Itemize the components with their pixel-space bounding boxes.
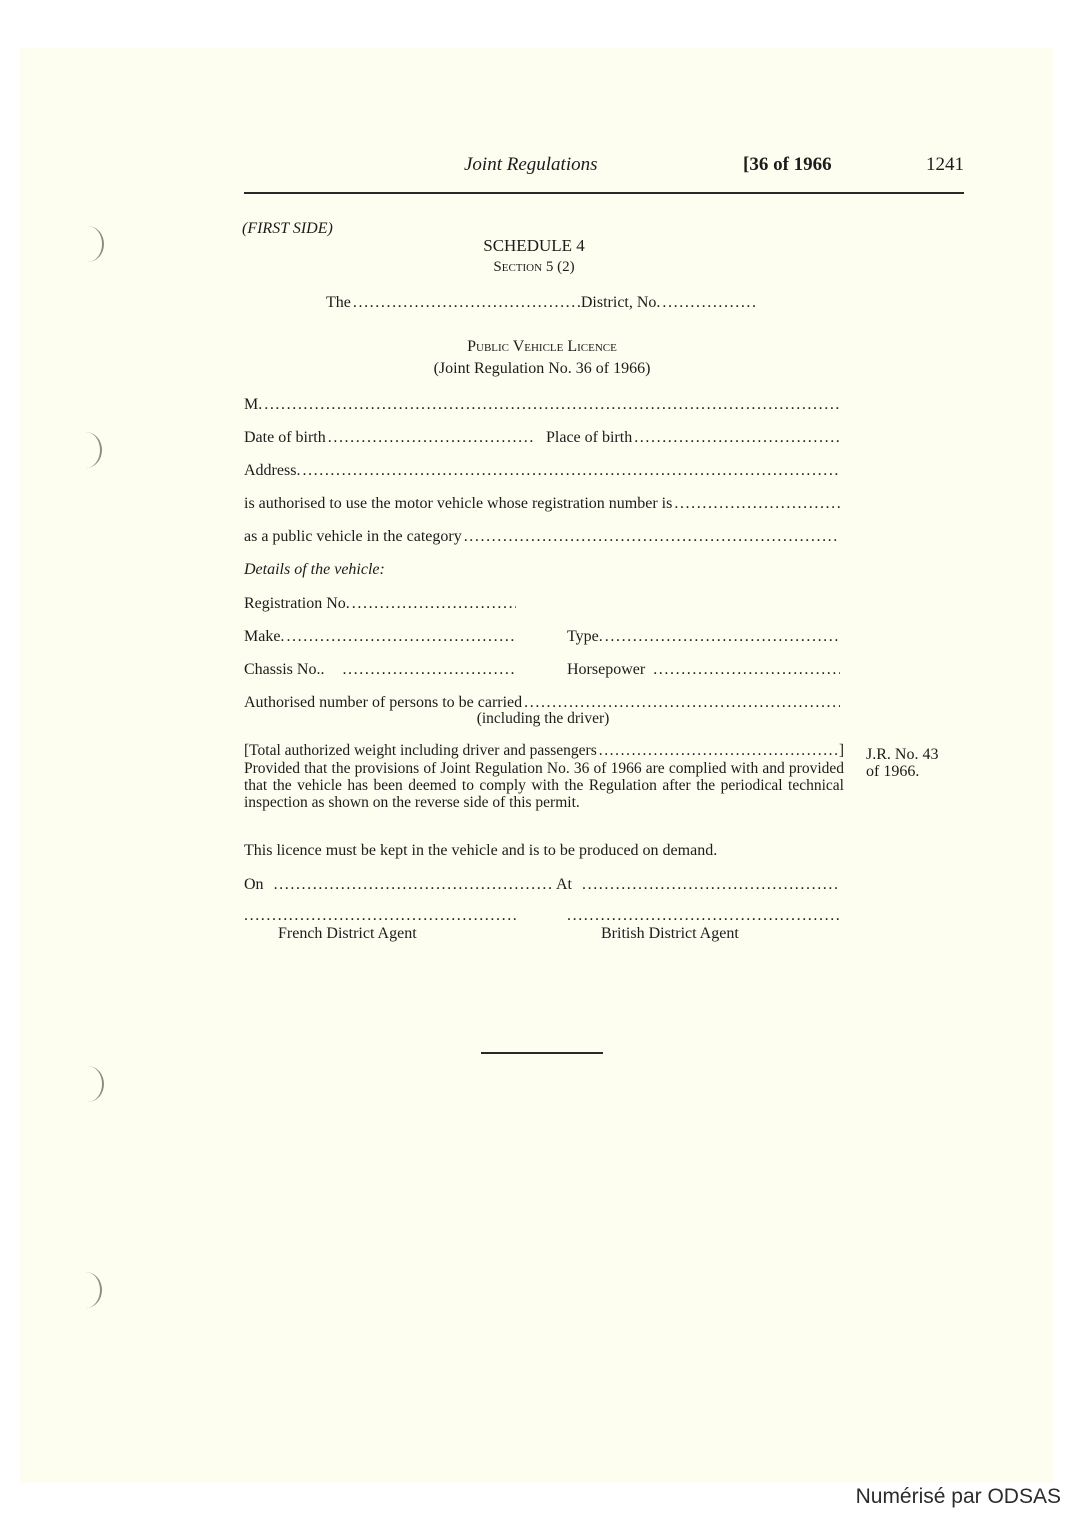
on-line [244,875,552,895]
closing-rule [481,1052,603,1054]
district-name-dots [353,293,581,313]
horsepower-label: Horsepower [567,661,646,678]
including-driver-note: (including the driver) [476,710,610,727]
category-line [244,527,840,547]
french-district-agent-label: French District Agent [278,925,417,942]
at-line [556,875,840,895]
name-prefix: M. [244,396,263,413]
french-signature-dots [244,906,516,926]
licence-subtitle: (Joint Regulation No. 36 of 1966) [433,360,651,377]
keep-notice: This licence must be kept in the vehicle and is to be produced on demand. [244,842,718,859]
district-no-dots [662,293,758,313]
at-label: At [556,876,572,893]
chassis-no-dots [342,660,516,680]
address-label: Address. [244,462,301,479]
chassis-no-label: Chassis No.. [244,661,325,678]
registration-no-line [244,594,516,614]
district-no-label: District, No. [580,294,661,311]
schedule-title: SCHEDULE 4 [483,236,585,255]
type-line [567,627,840,647]
vehicle-details-heading: Details of the vehicle: [244,561,385,578]
registration-no-label: Registration No. [244,595,350,612]
chassis-line [244,660,516,680]
type-dots [605,627,840,647]
make-dots [286,627,516,647]
binder-hole-1 [72,226,104,262]
margin-note-line2: of 1966. [866,763,920,780]
at-dots [582,875,840,895]
on-label: On [244,876,264,893]
page-number: 1241 [926,154,964,175]
registration-number-dots [674,494,840,514]
address-dots [302,461,840,481]
authorised-line [244,494,840,514]
margin-note-line1: J.R. No. 43 [866,746,939,763]
digitized-by-watermark: Numérisé par ODSAS [855,1485,1061,1508]
address-line [244,461,840,481]
horsepower-line [567,660,840,680]
place-of-birth-label: Place of birth [546,429,633,446]
persons-label: Authorised number of persons to be carried [244,694,523,711]
binder-hole-2 [70,432,102,468]
header-rule [244,192,964,194]
running-title: Joint Regulations [464,154,598,175]
dob-line [244,428,534,448]
first-side-note: (FIRST SIDE) [242,220,333,237]
schedule-section: Section 5 (2) [493,259,575,275]
holder-name-line [244,395,840,415]
on-dots [274,875,552,895]
registration-no-dots [352,594,516,614]
french-signature-line [244,906,516,926]
type-label: Type. [567,628,603,645]
name-dots [264,395,840,415]
district-line [326,293,758,313]
category-dots [464,527,840,547]
authorised-text: is authorised to use the motor vehicle whose registration number is [244,495,673,512]
british-district-agent-label: British District Agent [601,925,739,942]
total-weight-dots [599,742,839,760]
date-of-birth-label: Date of birth [244,429,326,446]
british-signature-dots [567,906,840,926]
total-weight-close: ] [838,742,844,759]
date-of-birth-dots [328,428,534,448]
regulation-reference: [36 of 1966 [743,154,832,175]
total-weight-line [244,742,844,760]
binder-hole-4 [70,1272,102,1308]
british-signature-line [567,906,840,926]
binder-hole-3 [72,1066,104,1102]
place-of-birth-dots [634,428,840,448]
make-line [244,627,516,647]
licence-title: Public Vehicle Licence [467,338,617,355]
category-text: as a public vehicle in the category [244,528,462,545]
make-label: Make. [244,628,285,645]
horsepower-dots [653,660,840,680]
pob-line [546,428,840,448]
district-the-label: The [326,294,351,311]
total-weight-label: [Total authorized weight including driver and passengers [244,742,597,759]
proviso-paragraph: Provided that the provisions of Joint Regulation No. 36 of 1966 are complied with and provided that the vehicle has been deemed to comply with the Regulation after the periodical technical inspection as shown on the reverse side of this permit. [244,760,844,811]
